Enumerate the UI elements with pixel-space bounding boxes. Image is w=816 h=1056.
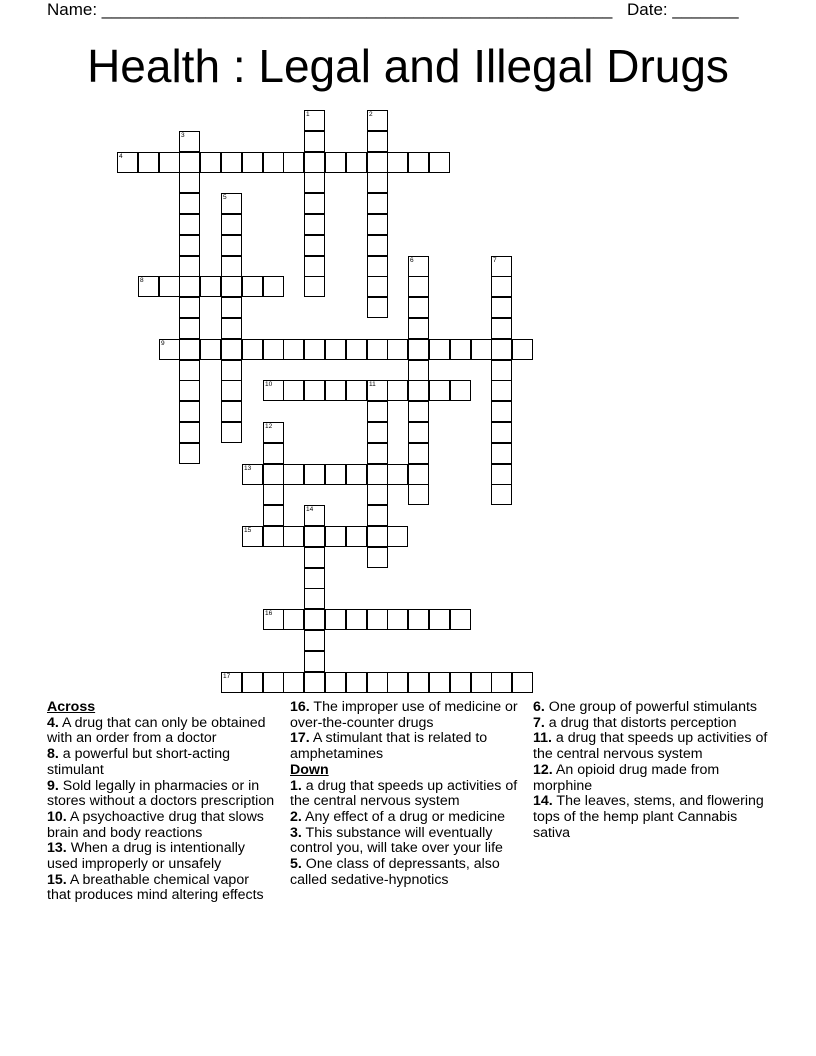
grid-cell[interactable] <box>387 380 408 401</box>
grid-cell[interactable] <box>346 526 367 547</box>
clue-down-12: 12. An opioid drug made from morphine <box>533 761 720 794</box>
cell-number: 5 <box>223 194 227 201</box>
grid-cell[interactable] <box>491 380 512 401</box>
grid-cell[interactable] <box>387 152 408 173</box>
grid-cell[interactable] <box>179 193 200 214</box>
grid-cell[interactable] <box>367 193 388 214</box>
grid-cell[interactable] <box>346 339 367 360</box>
grid-cell[interactable] <box>367 422 388 443</box>
grid-cell[interactable] <box>263 484 284 505</box>
grid-cell[interactable] <box>387 672 408 693</box>
grid-cell[interactable] <box>367 464 388 485</box>
grid-cell[interactable] <box>200 276 221 297</box>
grid-cell[interactable] <box>491 276 512 297</box>
grid-cell[interactable] <box>304 672 325 693</box>
grid-cell[interactable] <box>491 484 512 505</box>
grid-cell[interactable] <box>283 609 304 630</box>
grid-cell[interactable] <box>221 401 242 422</box>
grid-cell[interactable] <box>408 152 429 173</box>
grid-cell[interactable] <box>367 110 388 131</box>
grid-cell[interactable] <box>179 297 200 318</box>
grid-cell[interactable] <box>221 235 242 256</box>
grid-cell[interactable] <box>367 380 388 401</box>
grid-cell[interactable] <box>179 256 200 277</box>
grid-cell[interactable] <box>367 672 388 693</box>
grid-cell[interactable] <box>491 318 512 339</box>
name-field[interactable]: Name: ______________________________________________________ <box>47 0 613 19</box>
grid-cell[interactable] <box>491 297 512 318</box>
grid-cell[interactable] <box>491 464 512 485</box>
grid-cell[interactable] <box>346 609 367 630</box>
grid-cell[interactable] <box>325 152 346 173</box>
cell-number: 14 <box>306 506 314 513</box>
grid-cell[interactable] <box>408 380 429 401</box>
clue-across-15: 15. A breathable chemical vapor that produces mind altering effects <box>47 871 264 904</box>
grid-cell[interactable] <box>159 339 180 360</box>
grid-cell[interactable] <box>367 235 388 256</box>
clue-across-16: 16. The improper use of medicine or over-the-counter drugs <box>290 699 518 731</box>
grid-cell[interactable] <box>221 256 242 277</box>
grid-cell[interactable] <box>408 401 429 422</box>
grid-cell[interactable] <box>159 152 180 173</box>
grid-cell[interactable] <box>304 235 325 256</box>
across-heading: Across <box>47 699 96 715</box>
grid-cell[interactable] <box>304 256 325 277</box>
grid-cell[interactable] <box>221 672 242 693</box>
grid-cell[interactable] <box>283 339 304 360</box>
cell-number: 10 <box>265 381 273 388</box>
grid-cell[interactable] <box>346 380 367 401</box>
grid-cell[interactable] <box>304 339 325 360</box>
grid-cell[interactable] <box>221 297 242 318</box>
clue-across-8: 8. a powerful but short-acting stimulant <box>47 746 230 778</box>
grid-cell[interactable] <box>242 464 263 485</box>
grid-cell[interactable] <box>179 318 200 339</box>
grid-cell[interactable] <box>367 152 388 173</box>
grid-cell[interactable] <box>408 464 429 485</box>
grid-cell[interactable] <box>263 505 284 526</box>
grid-cell[interactable] <box>408 422 429 443</box>
grid-cell[interactable] <box>429 672 450 693</box>
grid-cell[interactable] <box>367 172 388 193</box>
grid-cell[interactable] <box>408 276 429 297</box>
grid-cell[interactable] <box>408 484 429 505</box>
clue-down-14: 14. The leaves, stems, and flowering tops of the hemp plant Cannabis sativa <box>533 793 764 841</box>
cell-number: 15 <box>244 527 252 534</box>
clue-across-9: 9. Sold legally in pharmacies or in stores without a doctors prescription <box>47 777 275 810</box>
grid-cell[interactable] <box>221 152 242 173</box>
grid-cell[interactable] <box>263 339 284 360</box>
cell-number: 3 <box>181 132 185 139</box>
grid-cell[interactable] <box>221 193 242 214</box>
grid-cell[interactable] <box>179 235 200 256</box>
grid-cell[interactable] <box>408 609 429 630</box>
grid-cell[interactable] <box>408 318 429 339</box>
grid-cell[interactable] <box>179 152 200 173</box>
grid-cell[interactable] <box>367 484 388 505</box>
grid-cell[interactable] <box>367 526 388 547</box>
cell-number: 7 <box>493 257 497 264</box>
grid-cell[interactable] <box>367 401 388 422</box>
grid-cell[interactable] <box>471 339 492 360</box>
grid-cell[interactable] <box>367 131 388 152</box>
grid-cell[interactable] <box>387 609 408 630</box>
grid-cell[interactable] <box>304 630 325 651</box>
grid-cell[interactable] <box>408 256 429 277</box>
grid-cell[interactable] <box>325 526 346 547</box>
grid-cell[interactable] <box>221 360 242 381</box>
clue-down-2: 2. Any effect of a drug or medicine <box>290 808 506 825</box>
grid-cell[interactable] <box>221 422 242 443</box>
grid-cell[interactable] <box>263 152 284 173</box>
grid-cell[interactable] <box>450 609 471 630</box>
grid-cell[interactable] <box>491 443 512 464</box>
cell-number: 13 <box>244 465 252 472</box>
grid-cell[interactable] <box>367 256 388 277</box>
clue-across-17: 17. A stimulant that is related to amphetamines <box>290 730 488 763</box>
grid-cell[interactable] <box>346 672 367 693</box>
grid-cell[interactable] <box>221 380 242 401</box>
grid-cell[interactable] <box>221 318 242 339</box>
grid-cell[interactable] <box>179 214 200 235</box>
grid-cell[interactable] <box>283 380 304 401</box>
cell-number: 1 <box>306 111 310 118</box>
clue-down-3: 3. This substance will eventually control you, will take over your life <box>290 824 503 857</box>
grid-cell[interactable] <box>242 672 263 693</box>
grid-cell[interactable] <box>408 297 429 318</box>
grid-cell[interactable] <box>450 672 471 693</box>
grid-cell[interactable] <box>283 464 304 485</box>
grid-cell[interactable] <box>304 152 325 173</box>
grid-cell[interactable] <box>221 276 242 297</box>
clue-column-3 <box>533 700 773 841</box>
grid-cell[interactable] <box>512 672 533 693</box>
grid-cell[interactable] <box>138 152 159 173</box>
grid-cell[interactable] <box>263 526 284 547</box>
grid-cell[interactable] <box>346 152 367 173</box>
grid-cell[interactable] <box>263 609 284 630</box>
cell-number: 4 <box>119 153 123 160</box>
grid-cell[interactable] <box>283 152 304 173</box>
grid-cell[interactable] <box>491 401 512 422</box>
grid-cell[interactable] <box>304 193 325 214</box>
grid-cell[interactable] <box>304 172 325 193</box>
grid-cell[interactable] <box>263 380 284 401</box>
grid-cell[interactable] <box>491 672 512 693</box>
grid-cell[interactable] <box>491 360 512 381</box>
grid-cell[interactable] <box>179 443 200 464</box>
grid-cell[interactable] <box>242 152 263 173</box>
grid-cell[interactable] <box>263 464 284 485</box>
grid-cell[interactable] <box>346 464 367 485</box>
grid-cell[interactable] <box>325 339 346 360</box>
grid-cell[interactable] <box>179 422 200 443</box>
grid-cell[interactable] <box>304 110 325 131</box>
grid-cell[interactable] <box>408 443 429 464</box>
clue-across-4: 4. A drug that can only be obtained with an order from a doctor <box>47 714 266 747</box>
grid-cell[interactable] <box>304 568 325 589</box>
grid-cell[interactable] <box>450 380 471 401</box>
grid-cell[interactable] <box>304 131 325 152</box>
clue-down-7: 7. a drug that distorts perception <box>533 714 737 731</box>
grid-cell[interactable] <box>450 339 471 360</box>
grid-cell[interactable] <box>221 339 242 360</box>
grid-cell[interactable] <box>242 276 263 297</box>
page-title: Health : Legal and Illegal Drugs <box>87 40 729 92</box>
grid-cell[interactable] <box>325 464 346 485</box>
grid-cell[interactable] <box>304 464 325 485</box>
grid-cell[interactable] <box>304 276 325 297</box>
grid-cell[interactable] <box>242 526 263 547</box>
clue-down-1: 1. a drug that speeds up activities of the central nervous system <box>290 777 518 810</box>
grid-cell[interactable] <box>387 339 408 360</box>
grid-cell[interactable] <box>304 505 325 526</box>
grid-cell[interactable] <box>325 672 346 693</box>
grid-cell[interactable] <box>429 339 450 360</box>
grid-cell[interactable] <box>325 380 346 401</box>
grid-cell[interactable] <box>408 339 429 360</box>
grid-cell[interactable] <box>429 609 450 630</box>
grid-cell[interactable] <box>179 339 200 360</box>
grid-cell[interactable] <box>367 505 388 526</box>
clue-across-10: 10. A psychoactive drug that slows brain and body reactions <box>47 808 264 841</box>
grid-cell[interactable] <box>408 672 429 693</box>
grid-cell[interactable] <box>283 526 304 547</box>
cell-number: 6 <box>410 257 414 264</box>
grid-cell[interactable] <box>387 464 408 485</box>
clue-column-2 <box>290 700 518 888</box>
grid-cell[interactable] <box>471 672 492 693</box>
grid-cell[interactable] <box>159 276 180 297</box>
grid-cell[interactable] <box>200 339 221 360</box>
grid-cell[interactable] <box>138 276 159 297</box>
grid-cell[interactable] <box>491 256 512 277</box>
clue-column-1 <box>47 700 275 904</box>
grid-cell[interactable] <box>304 526 325 547</box>
grid-cell[interactable] <box>179 172 200 193</box>
cell-number: 8 <box>140 277 144 284</box>
cell-number: 16 <box>265 610 273 617</box>
grid-cell[interactable] <box>491 422 512 443</box>
grid-cell[interactable] <box>263 422 284 443</box>
grid-cell[interactable] <box>304 547 325 568</box>
grid-cell[interactable] <box>263 672 284 693</box>
grid-cell[interactable] <box>429 380 450 401</box>
cell-number: 17 <box>223 673 231 680</box>
grid-cell[interactable] <box>367 547 388 568</box>
grid-cell[interactable] <box>429 152 450 173</box>
down-heading: Down <box>290 761 329 778</box>
grid-cell[interactable] <box>221 214 242 235</box>
grid-cell[interactable] <box>263 443 284 464</box>
grid-cell[interactable] <box>408 360 429 381</box>
grid-cell[interactable] <box>200 152 221 173</box>
grid-cell[interactable] <box>325 609 346 630</box>
grid-cell[interactable] <box>367 339 388 360</box>
clue-down-6: 6. One group of powerful stimulants <box>533 699 757 715</box>
grid-cell[interactable] <box>304 651 325 672</box>
grid-cell[interactable] <box>179 131 200 152</box>
cell-number: 12 <box>265 423 273 430</box>
grid-cell[interactable] <box>179 276 200 297</box>
clue-across-13: 13. When a drug is intentionally used improperly or unsafely <box>47 840 245 873</box>
grid-cell[interactable] <box>242 339 263 360</box>
grid-cell[interactable] <box>283 672 304 693</box>
grid-cell[interactable] <box>304 588 325 609</box>
grid-cell[interactable] <box>387 526 408 547</box>
grid-cell[interactable] <box>367 297 388 318</box>
grid-cell[interactable] <box>179 380 200 401</box>
cell-number: 9 <box>161 340 165 347</box>
cell-number: 2 <box>369 111 373 118</box>
grid-cell[interactable] <box>491 339 512 360</box>
grid-cell[interactable] <box>304 380 325 401</box>
grid-cell[interactable] <box>304 609 325 630</box>
grid-cell[interactable] <box>117 152 138 173</box>
grid-cell[interactable] <box>263 276 284 297</box>
grid-cell[interactable] <box>367 276 388 297</box>
grid-cell[interactable] <box>179 360 200 381</box>
grid-cell[interactable] <box>367 443 388 464</box>
grid-cell[interactable] <box>304 214 325 235</box>
grid-cell[interactable] <box>512 339 533 360</box>
grid-cell[interactable] <box>367 609 388 630</box>
cell-number: 11 <box>369 381 376 388</box>
grid-cell[interactable] <box>179 401 200 422</box>
clue-down-11: 11. a drug that speeds up activities of the central nervous system <box>533 730 768 763</box>
date-field[interactable]: Date: _______ <box>627 0 739 19</box>
grid-cell[interactable] <box>367 214 388 235</box>
clue-down-5: 5. One class of depressants, also called sedative-hypnotics <box>290 856 500 888</box>
